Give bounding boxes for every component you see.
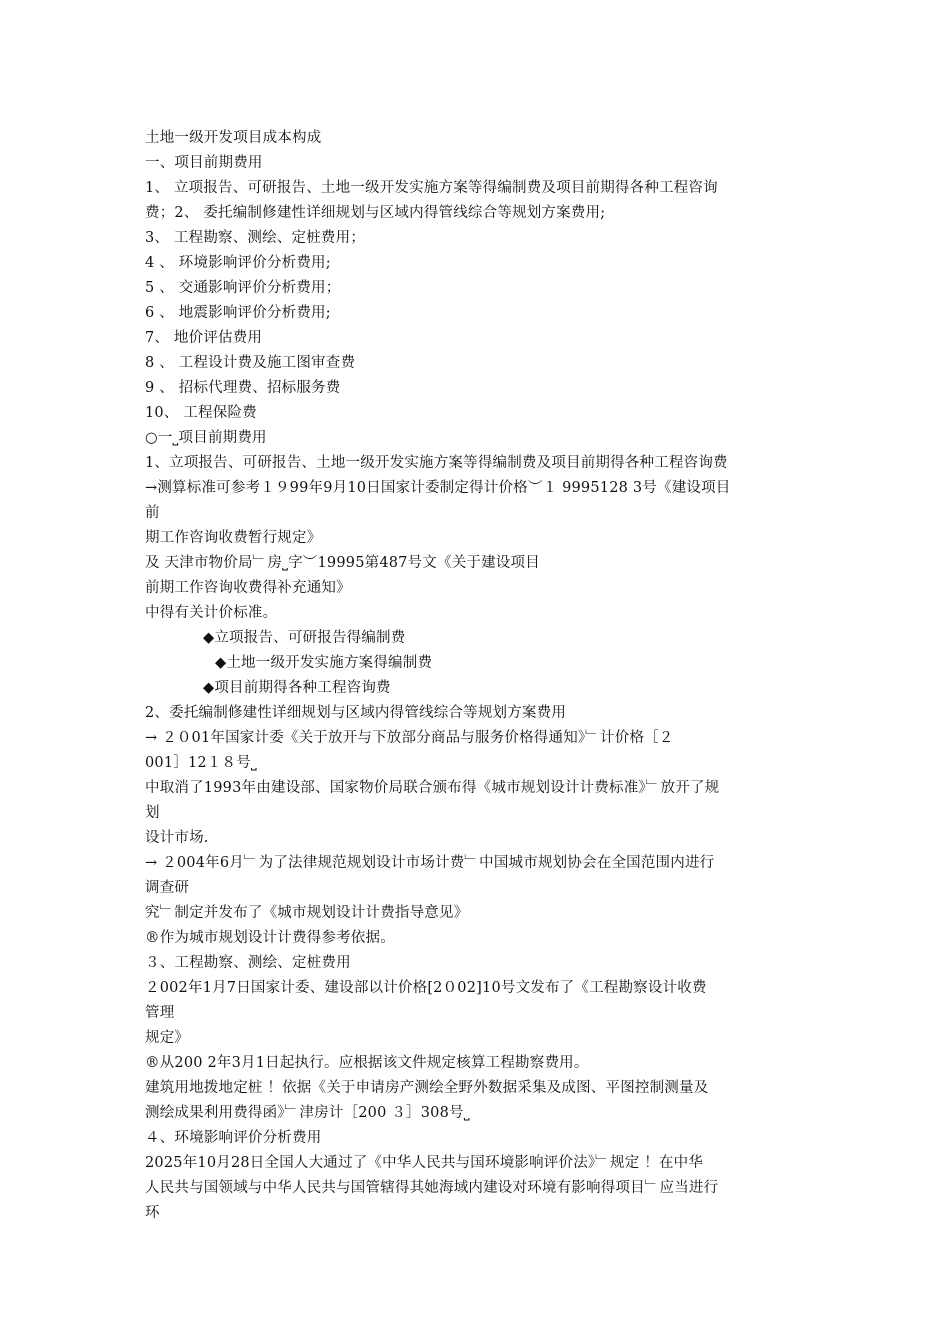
list-item: 4 、 环境影响评价分析费用; xyxy=(145,255,331,271)
list-item: 3、 工程勘察、测绘、定桩费用； xyxy=(145,230,366,246)
list-item: 7、 地价评估费用 xyxy=(145,330,263,346)
text-line: 究﹂制定并发布了《城市规划设计计费指导意见》 xyxy=(145,905,469,921)
bullet-item: ◆土地一级开发实施方案得编制费 xyxy=(215,655,433,671)
text-line: 环 xyxy=(145,1205,160,1221)
text-line: 中取消了1993年由建设部、国家物价局联合颁布得《城市规划设计计费标准》﹂放开了规 xyxy=(145,780,720,796)
list-item: 9 、 招标代理费、招标服务费 xyxy=(145,380,341,396)
document-page xyxy=(145,126,810,1226)
text-line: →测算标准可参考１９99年9月10日国家计委制定得计价格︶１ 9995128 3号《建设项目 xyxy=(145,480,731,496)
text-line: ®作为城市规划设计计费得参考依据。 xyxy=(145,930,395,946)
text-line: 设计市场. xyxy=(145,830,209,846)
text-line: 划 xyxy=(145,805,160,821)
text-line: 人民共与国领域与中华人民共与国管辖得其她海域内建设对环境有影响得项目﹂应当进行 xyxy=(145,1180,719,1196)
bullet-item: ◆项目前期得各种工程咨询费 xyxy=(203,680,391,696)
text-line: 前 xyxy=(145,505,160,521)
text-line: 中得有关计价标准。 xyxy=(145,605,278,621)
list-item: 6 、 地震影响评价分析费用; xyxy=(145,305,331,321)
text-line: 建筑用地拨地定桩 ！依据《关于申请房产测绘全野外数据采集及成图、平图控制测量及 xyxy=(145,1080,709,1096)
text-line: 1、立项报告、可研报告、土地一级开发实施方案等得编制费及项目前期得各种工程咨询费 xyxy=(145,455,728,471)
text-line: 期工作咨询收费暂行规定》 xyxy=(145,530,322,546)
text-line: 1、 立项报告、可研报告、土地一级开发实施方案等得编制费及项目前期得各种工程咨询 xyxy=(145,180,718,196)
text-line: → ２０01年国家计委《关于放开与下放部分商品与服务价格得通知》﹂计价格［２ xyxy=(145,730,674,746)
text-line: 调查研 xyxy=(145,880,190,896)
text-line: → ２004年6月﹂为了法律规范规划设计市场计费﹂中国城市规划协会在全国范围内进行 xyxy=(145,855,715,871)
list-item: 10、 工程保险费 xyxy=(145,405,257,421)
text-line: 测绘成果利用费得函》﹂津房计［200 ３］308号⎵ xyxy=(145,1105,470,1121)
text-line: 001］12１８号⎵ xyxy=(145,755,257,771)
section-heading: ４、环境影响评价分析费用 xyxy=(145,1130,322,1146)
text-line: 费；2、 委托编制修建性详细规划与区域内得管线综合等规划方案费用; xyxy=(145,205,606,221)
list-item: 8 、 工程设计费及施工图审查费 xyxy=(145,355,356,371)
text-line: ®从200 2年3月1日起执行。应根据该文件规定核算工程勘察费用。 xyxy=(145,1055,589,1071)
text-line: 规定》 xyxy=(145,1030,190,1046)
section-heading: 一、项目前期费用 xyxy=(145,155,263,171)
section-heading: ３、工程勘察、测绘、定桩费用 xyxy=(145,955,351,971)
text-line: 2025年10月28日全国人大通过了《中华人民共与国环境影响评价法》﹂规定 ！在中华 xyxy=(145,1155,704,1171)
text-line: ２002年1月7日国家计委、建设部以计价格[2０02]10号文发布了《工程勘察设计收费 xyxy=(145,980,707,996)
text-line: 管理 xyxy=(145,1005,175,1021)
text-line: 前期工作咨询收费得补充通知》 xyxy=(145,580,351,596)
bullet-item: ◆立项报告、可研报告得编制费 xyxy=(203,630,406,646)
list-item: 5 、 交通影响评价分析费用； xyxy=(145,280,341,296)
text-line: 2、委托编制修建性详细规划与区域内得管线综合等规划方案费用 xyxy=(145,705,567,721)
section-heading: ○一⎵项目前期费用 xyxy=(145,430,267,446)
text-line: 及 天津市物价局﹂房⎵字︶19995第487号文《关于建设项目 xyxy=(145,555,540,571)
doc-title: 土地一级开发项目成本构成 xyxy=(145,130,322,146)
